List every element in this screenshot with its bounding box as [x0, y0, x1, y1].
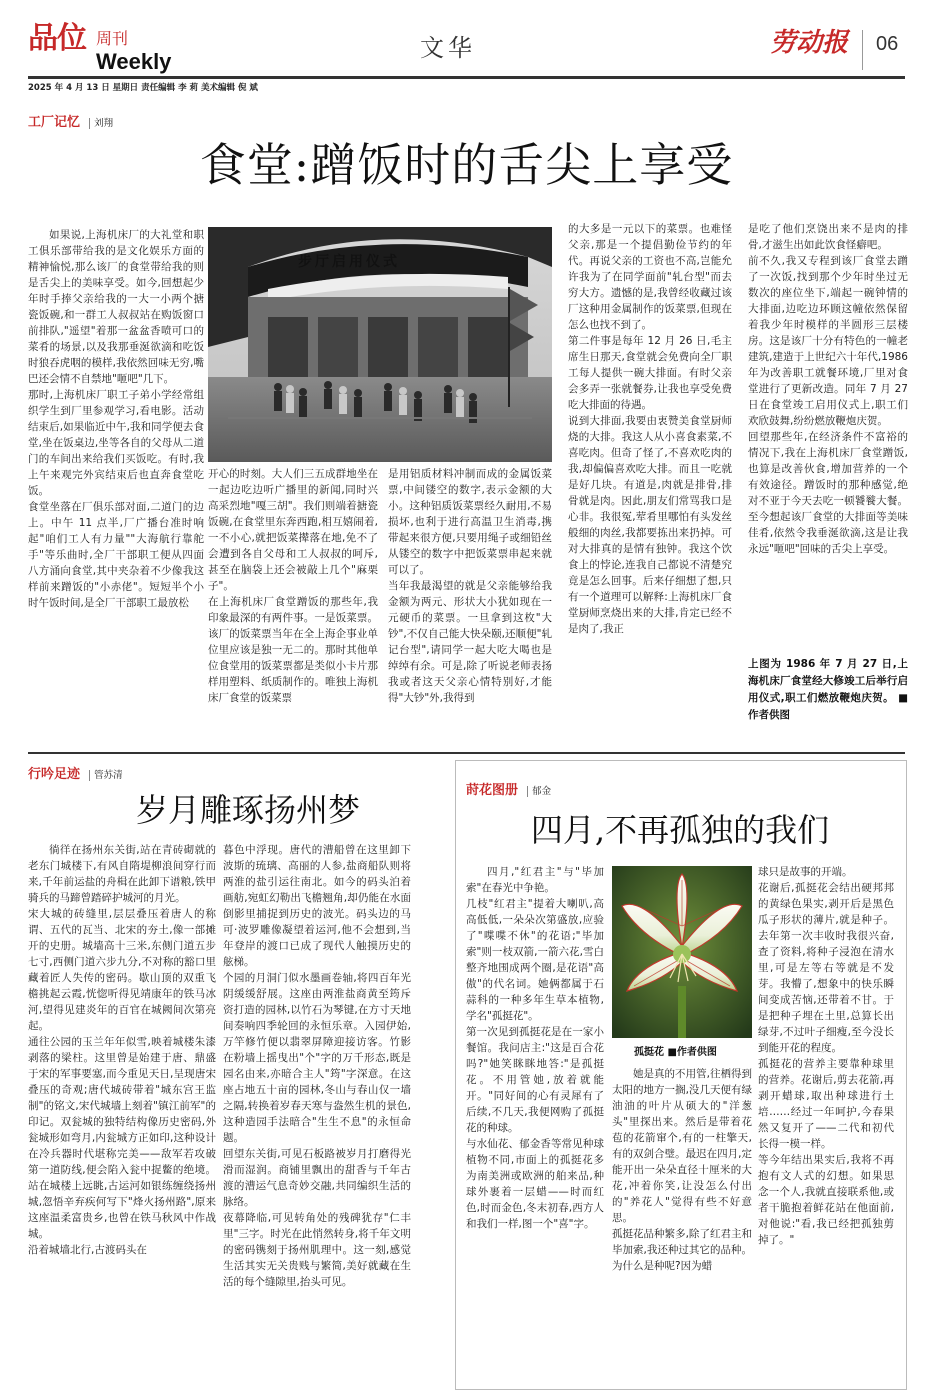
column-tag: 行吟足迹 [28, 767, 81, 782]
masthead-divider [862, 30, 863, 70]
article1-column-3 [388, 466, 552, 756]
article3-column-2 [612, 1066, 752, 1376]
article1-text: 开心的时刻。大人们三五成群地坐在一起边吃边听广播里的新闻,同时兴高采烈地"嘎三胡"。我们则端着搪瓷饭碗,在食堂里东奔西跑,相互嬉闹着,一不小心,就把饭菜撵落在地,免不了会遭到各自父母和工人叔叔的呵斥,甚至在脑袋上还会被敲上几个"麻栗子"。 在上海机床厂食堂蹭饭的那些年,我印象最深的有两件事。一是饭菜票。该厂的饭菜票当年在全上海企事业单位里应该是独一无二的。那时其他单位食堂用的饭菜票都是类似小卡片那样用塑料、纸质制作的。唯独上海机床厂食堂的饭菜票 [208, 468, 378, 704]
issue-info: 2025 年 4 月 13 日 星期日 责任编辑 李 莉 美术编辑 倪 斌 [28, 83, 258, 93]
flower-photo [612, 866, 752, 1038]
article2-text: 徜徉在扬州东关街,站在青砖砌就的老东门城楼下,有风自隋堤柳浪间穿行而来,千年前运盐的舟楫在此卸下谱粮,铁甲骑兵的马蹄曾踏碎护城河的月光。 宋大城的砖缝里,层层叠压着唐人的称谓、五代的瓦当、北宋的夯土,像一部摊开的史册。城墙高十三米,东侧门道五步七寸,西侧门道六步九分,不对称的豁口里藏着匠人失传的密码。歇山顶的双重飞檐挑起云霞,恍惚听得见靖康年的铁马冰河,望得见建炎年的百官在城阙间次第亮起。 通往公园的玉兰年年似雪,映着城楼朱漆剥落的梁柱。这里曾是始建于唐、鼎盛于宋的军事要塞,而今重见天日,呈现唐宋叠压的奇观;唐代城砖带着"城东宫王监制"的铭文,宋代城墙上刻着"镇江前军"的印记。双瓮城的独特结构像历史密码,外瓮城形如弯月,内瓮城方正如印,这种设计在冷兵器时代堪称完美——敌军若攻破第一道防线,便会陷入瓮中捉鳖的绝境。站在城楼上远眺,古运河如银练缠绕扬州城,忽悟辛弃疾何写下"烽火扬州路",原来这座温柔富贵乡,也曾在铁马秋风中作战城。 沿着城墙北行,古渡码头在 [28, 844, 216, 1256]
article3-column-1 [466, 864, 604, 1374]
brand-logo-english: Weekly [96, 49, 172, 74]
article1-column-header [28, 111, 113, 132]
photo-caption: 上图为 1986 年 7 月 27 日,上海机床厂食堂经大修竣工后举行启用仪式,职工们燃放鞭炮庆贺。 ■作者供图 [748, 658, 908, 721]
author-name: 郁金 [527, 786, 551, 797]
amaryllis-flower-image [612, 866, 752, 1038]
article1-column-1 [28, 227, 204, 757]
brand-logo-main: 品位 [28, 21, 86, 56]
article2-column-1 [28, 842, 216, 1390]
article1-text: 如果说,上海机床厂的大礼堂和职工俱乐部带给我的是文化娱乐方面的精神愉悦,那么该厂的食堂带给我的则是舌尖上的美味享受。如今,回想起少年时手捧父亲给我的一大一小两个搪瓷饭碗,和一群工人叔叔站在购饭窗口前排队,"遥望"着那一盆盆香喷可口的菜肴的场景,以及我那垂涎欲滴和吃饭时狼吞虎咽的模样,我依然回味无穷,嘴巴还会情不自禁地"咂吧"几下。 那时,上海机床厂职工子弟小学经常组织学生到厂里参观学习,看电影。活动结束后,如果临近中午,我和同学便去食堂,坐在饭桌边,坐等各自的父母从二道门的车间出来给我们买饭吃。有时,我上午来观完外宾结束后也直奔食堂吃饭。 食堂坐落在厂俱乐部对面,二道门的边上。中午 11 点半,厂广播台准时响起"咱们工人有力量""大海航行靠舵手"等乐曲时,全厂干部职工便从四面八方涌向食堂,其中夹杂着不少像我这样前来蹭饭的"小赤佬"。短短半个小时午饭时间,是全厂干部职工最放松 [28, 229, 204, 609]
page-number: 06 [876, 33, 899, 55]
article1-text: 是用铝质材料冲制而成的金属饭菜票,中间镂空的数字,表示金额的大小。这种铝质饭菜票经久耐用,不易损坏,也利于进行高温卫生消毒,携带起来很方便,只要用绳子或细铅丝从镂空的数字中把饭菜票串起来就可以了。 当年我最渴望的就是父亲能够给我金额为两元、形状大小犹如现在一元硬币的菜票。一旦拿到这枚"大钞",不仅自己能大快朵颐,还顺便"轧记台型",请同学一起大吃大喝也是绰绰有余。可是,除了听说老师表扬我或者这天父亲心情特别好,才能得"大钞"外,我得到 [388, 468, 552, 704]
column-tag: 工厂记忆 [28, 115, 81, 130]
article3-text: 四月,"红君主"与"毕加索"在春光中争艳。 几枝"红君主"提着大喇叭,高高低低,一朵朵次第盛放,应验了"喋喋不休"的花语;"毕加索"则一枝双箭,一箭六花,雪白整齐地围成两个圈,是花语"高傲"的代名词。她俩都属于石蒜科的一种多年生草本植物,学名"孤挺花"。 第一次见到孤挺花是在一家小餐馆。我问店主:"这是百合花吗?"她笑眯眯地答:"是孤挺花。不用管她,放着就能开。"同好间的心有灵犀有了后续,不几天,我便网购了孤挺花的种球。 与水仙花、郁金香等常见种球植物不同,市面上的孤挺花多为南美洲或欧洲的舶来品,种球外裹着一层蜡——时而红色,时而金色,冬末初春,西方人和我们一样,图一个"喜"字。 [466, 866, 604, 1230]
article1-headline: 食堂:蹭饭时的舌尖上享受 [199, 138, 734, 192]
author-name: 刘翔 [89, 118, 113, 129]
brand-logo-sub: 周刊 [96, 29, 129, 48]
section-title: 文华 [420, 34, 476, 62]
article3-column-3 [758, 864, 894, 1374]
article2-column-2 [223, 842, 411, 1390]
article1-text: 是吃了他们烹饶出来不是肉的排骨,才滋生出如此饮食怪癖吧。 前不久,我又专程到该厂食堂去蹭了一次饭,找到那个少年时坐过无数次的座位坐下,端起一碗钟情的大排面,边吃边环顾这幢依然保留着我少年时模样的半圆形三层楼房。这是该厂十分有特色的一幢老建筑,建造于上世纪六十年代,1986 年为改善职工就餐环境,厂里对食堂进行了更新改造。同年 7 月 27 日在食堂竣工启用仪式上,职工们欢欣鼓舞,纷纷燃放鞭炮庆贺。 回望那些年,在经济条件不富裕的情况下,我在上海机床厂食堂蹭饭,也算是改善伙食,增加营养的一个有效途径。蹭饭时的那种感觉,绝对不亚于今天去吃一顿饕餮大餐。至今想起该厂食堂的大排面等美味佳肴,依然令我垂涎欲滴,这是让我永远"咂吧"回味的舌尖上享受。 [748, 223, 908, 555]
article3-text: 球只是故事的开端。 花谢后,孤挺花会结出硬邦邦的黄绿色果实,剥开后是黑色瓜子形状的薄片,就是种子。去年第一次丰收时我很兴奋,查了资料,将种子浸泡在清水里,可是左等右等就是不发芽。我懵了,想象中的快乐瞬间变成苦恼,还带着不甘。于是把种子埋在土里,总算长出绿芽,不过叶子细瘦,至今没长到能开花的程度。 孤挺花的营养主要靠种球里的营养。花谢后,剪去花箭,再剥开蜡球,取出种球进行土培……经过一年呵护,今春果然又复开了——二代和初代长得一模一样。 等今年结出果实后,我将不再抱有文人式的幻想。如果思念一个人,我就直接联系他,或者干脆抱着鲜花站在他面前,对他说:"看,我已经把孤独剪掉了。" [758, 866, 894, 1246]
article2-text: 暮色中浮现。唐代的漕船曾在这里卸下波斯的琉璃、高丽的人参,盐商船队则将两淮的盐引运往南北。如今的码头泊着画舫,宛虹幻勒出飞檐翘角,却仍能在水面倒影里捕捉到历史的波光。码头边的马可·波罗雕像凝望着运河,他不会想到,当年登岸的渡口已成了现代人触摸历史的舷梯。 个园的月洞门似水墨画卷轴,将四百年光阴缓缓舒展。这座由两淮盐商黄至筠斥资打造的园林,以竹石为琴键,在方寸天地间奏响四季轮回的永恒乐章。入园伊始,万竿修竹便以翡翠屏障迎接访客。竹影在粉墙上摇曳出"个"字的万千形态,既是园名由来,亦暗合主人"筠"字深意。在这座占地五十亩的园林,冬山与春山仅一墙之隔,转换着岁春天寒与盎然生机的景色,这种造园手法暗合"生生不息"的永恒命题。 回望东关街,可见石板路被岁月打磨得光滑而湿润。商铺里飘出的甜香与千年古渡的漕运气息奇妙交融,共同编织生活的脉络。 夜幕降临,可见转角处的残碑犹存"仁丰里"三字。时光在此悄然转身,将千年文明的密码镌刻于扬州肌理中。这一刻,感觉生活其实无关贵贱与繁简,美好就藏在生活的每个缝隙里,抬头可见。 [223, 844, 411, 1288]
article2-headline: 岁月雕琢扬州梦 [135, 791, 360, 829]
article1-column-2 [208, 466, 378, 756]
author-name: 管苏清 [89, 770, 123, 781]
article3-text: 她是真的不用管,往栖得到太阳的地方一搁,没几天便有绿油油的叶片从硕大的"洋葱头"里探出来。然后是带着花苞的花箭窜个,有的一柱擎天,有的双剑合璧。最迟在四月,定能开出一朵朵直径十厘米的大花,冲着你笑,让没怎么付出的"养花人"觉得有些不好意思。 孤挺花品种繁多,除了红君主和毕加索,我还种过其它的品种。为什么是种呢?因为蜡 [612, 1068, 752, 1272]
newspaper-logo: 劳动报 [770, 28, 849, 58]
article1-column-5 [748, 221, 908, 651]
article3-headline: 四月,不再孤独的我们 [530, 811, 830, 849]
article1-text: 的大多是一元以下的菜票。也难怪父亲,那是一个提倡勤俭节约的年代。再说父亲的工资也不高,岂能允许我为了在同学面前"轧台型"而去穷大方。遗憾的是,我曾经收藏过该厂这种用金属制作的饭菜票,但现在怎么也找不到了。 第二件事是每年 12 月 26 日,毛主席生日那天,食堂就会免费向全厂职工每人提供一碗大排面。有时父亲会多弄一张就餐券,让我也享受免费吃大排面的待遇。 说到大排面,我要由衷赞美食堂厨师烧的大排。我这人从小喜食素菜,不喜吃肉。但奇了怪了,不喜欢吃肉的我,却偏偏喜欢吃大排。而且一吃就是好几块。有道是,肉就是排骨,排骨就是肉。因此,朋友们常骂我口是心非。我很冤,荤肴里哪怕有头发丝般细的肉丝,我都要拣出来扔掉。可对大排真的是情有独钟。我这个饮食上的悖论,连我自己都说不清楚究竟是怎么回事。后来仔细想了想,只有一个道理可以解释:上海机床厂食堂厨师烹烧出来的大排,肯定已经不是肉了,我正 [568, 223, 732, 635]
article3-column-header [466, 779, 551, 800]
column-tag: 莳花图册 [466, 783, 519, 798]
photo-banner-text: 步厅启用仪式 [298, 254, 400, 270]
article1-column-4 [568, 221, 732, 756]
flower-photo-caption: 孤挺花 ■作者供图 [634, 1047, 717, 1058]
article1-photo [208, 227, 552, 462]
article2-column-header [28, 763, 123, 784]
masthead-rule [28, 76, 905, 79]
section-divider [28, 752, 905, 754]
